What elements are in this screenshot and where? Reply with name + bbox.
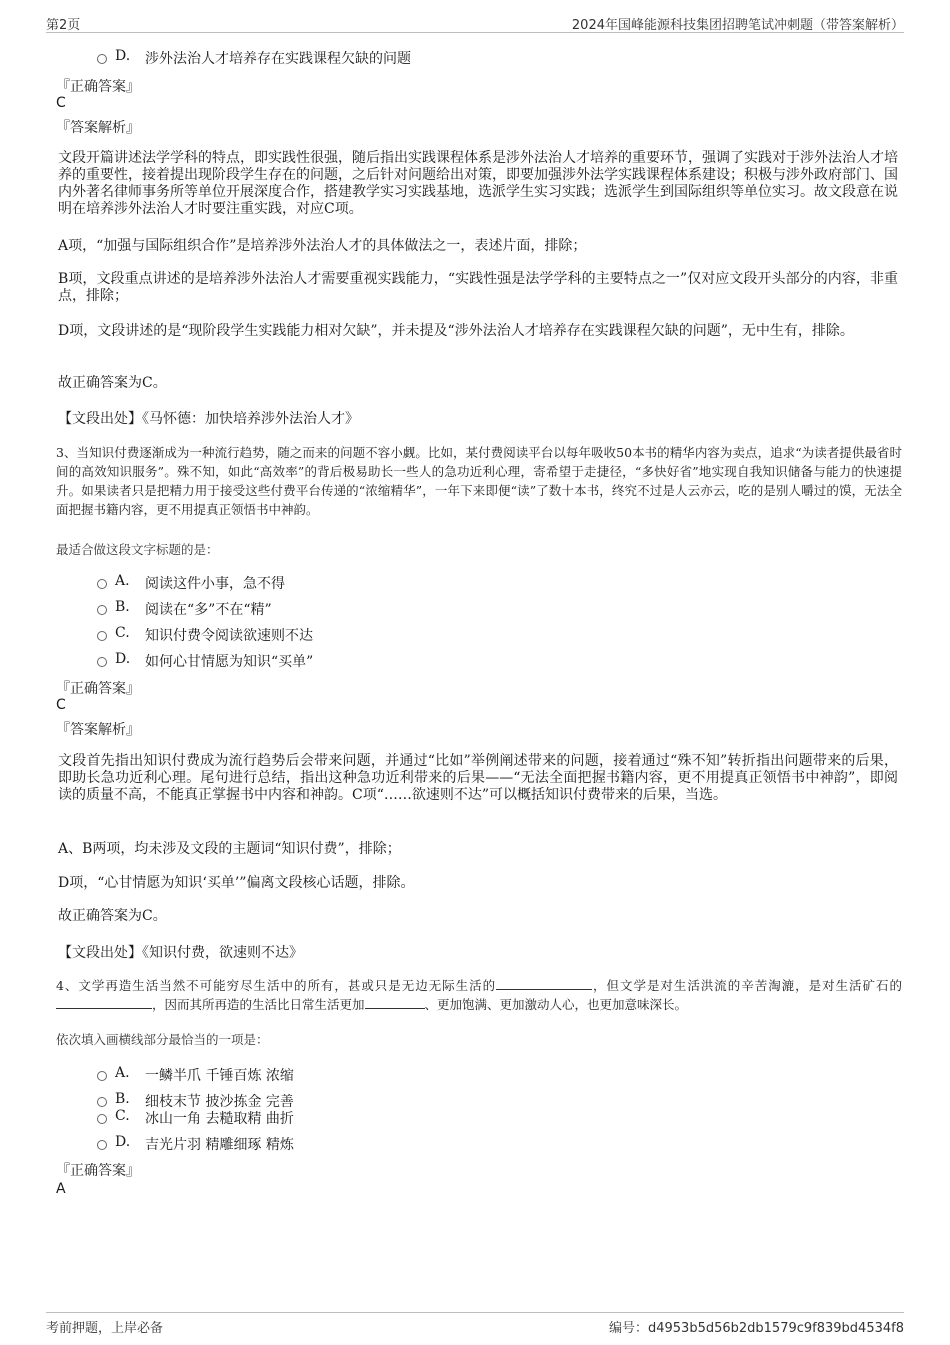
document-title: 2024年国峰能源科技集团招聘笔试冲刺题（带答案解析）: [571, 18, 904, 33]
q3-analysis-paragraph: A、B两项，均未涉及文段的主题词“知识付费”，排除；: [58, 841, 401, 857]
document-code: 编号：d4953b5d56b2db1579c9f839bd4534f8: [608, 1321, 904, 1336]
q4-answer: A: [56, 1181, 66, 1197]
fill-blank[interactable]: [56, 996, 152, 1009]
radio-icon[interactable]: [97, 631, 107, 641]
radio-icon[interactable]: [97, 1097, 107, 1107]
q3-stem: 3、当知识付费逐渐成为一种流行趋势，随之而来的问题不容小觑。比如，某付费阅读平台以每年吸收50本书的精华内容为卖点，追求“为读者提供最省时间的高效知识服务”。殊不知，如此“高效率”的背后极易助长一些人的急功近利心理，寄希望于走捷径，“多快好省”地实现自我知识储备与能力的快速提升。如果读者只是把精力用于接受这些付费平台传递的“浓缩精华”，一年下来即便“读”了数十本书，终究不过是人云亦云，吃的是别人嚼过的馍，无法全面把握书籍内容，更不用提真正领悟书中神韵。: [56, 445, 902, 517]
q4-stem: 4、文学再造生活当然不可能穷尽生活中的所有，甚或只是无边无际生活的 ，但文学是对生活洪流的辛苦淘漉，是对生活矿石的，因而其所再造的生活比日常生活更加 、更加饱满、更加激动人心，也更加意味深长。: [56, 978, 902, 1012]
radio-icon[interactable]: [97, 579, 107, 589]
q3-analysis-paragraph: 文段首先指出知识付费成为流行趋势后会带来问题，并通过“比如”举例阐述带来的问题，接着通过“殊不知”转折指出问题带来的后果，即助长急功近利心理。尾句进行总结，指出这种急功近利带来的后果——“无法全面把握书籍内容，更不用提真正领悟书中神韵”，即阅读的质量不高，不能真正掌握书中内容和神韵。C项“……欲速则不达”可以概括知识付费带来的后果，当选。: [58, 753, 898, 803]
q4-answer-label: 『正确答案』: [56, 1163, 140, 1179]
q2-analysis-paragraph: D项，文段讲述的是“现阶段学生实践能力相对欠缺”，并未提及“涉外法治人才培养存在实践课程欠缺的问题”，无中生有，排除。: [58, 323, 854, 339]
q2-answer-label: 『正确答案』: [56, 79, 140, 95]
q2-source: 【文段出处】《马怀德：加快培养涉外法治人才》: [58, 411, 359, 427]
q3-source: 【文段出处】《知识付费，欲速则不达》: [58, 945, 303, 961]
page-number: 第2页: [46, 18, 81, 33]
q3-answer: C: [56, 697, 66, 713]
q2-analysis-paragraph: A项，“加强与国际组织合作”是培养涉外法治人才的具体做法之一，表述片面，排除；: [58, 238, 587, 254]
radio-icon[interactable]: [97, 54, 107, 64]
q4-prompt: 依次填入画横线部分最恰当的一项是：: [56, 1032, 269, 1047]
q2-analysis-paragraph: 文段开篇讲述法学学科的特点，即实践性很强，随后指出实践课程体系是涉外法治人才培养的重要环节，强调了实践对于涉外法治人才培养的重要性，接着提出现阶段学生存在的问题，之后针对问题给出对策，即要加强涉外法学实践课程体系建设；积极与涉外政府部门、国内外著名律师事务所等单位开展深度合作，搭建教学实习实践基地，选派学生实习实践；选派学生到国际组织等单位实习。故文段意在说明在培养涉外法治人才时要注重实践，对应C项。: [58, 150, 898, 217]
fill-blank[interactable]: [496, 977, 592, 990]
fill-blank[interactable]: [365, 996, 425, 1009]
radio-icon[interactable]: [97, 657, 107, 667]
q2-analysis-label: 『答案解析』: [56, 120, 140, 136]
radio-icon[interactable]: [97, 1140, 107, 1150]
q3-prompt: 最适合做这段文字标题的是：: [56, 542, 219, 557]
q2-analysis-paragraph: B项，文段重点讲述的是培养涉外法治人才需要重视实践能力，“实践性强是法学学科的主要特点之一”仅对应文段开头部分的内容，非重点，排除；: [58, 271, 898, 304]
q3-answer-label: 『正确答案』: [56, 681, 140, 697]
q2-analysis-paragraph: 故正确答案为C。: [58, 375, 167, 391]
footer-slogan: 考前押题，上岸必备: [46, 1321, 164, 1336]
q3-analysis-label: 『答案解析』: [56, 722, 140, 738]
page-footer: [46, 1312, 904, 1337]
page-header: [46, 12, 904, 33]
radio-icon[interactable]: [97, 605, 107, 615]
q2-answer: C: [56, 95, 66, 111]
radio-icon[interactable]: [97, 1114, 107, 1124]
q3-analysis-paragraph: 故正确答案为C。: [58, 908, 167, 924]
q3-analysis-paragraph: D项，“心甘情愿为知识‘买单’”偏离文段核心话题，排除。: [58, 875, 415, 891]
radio-icon[interactable]: [97, 1071, 107, 1081]
